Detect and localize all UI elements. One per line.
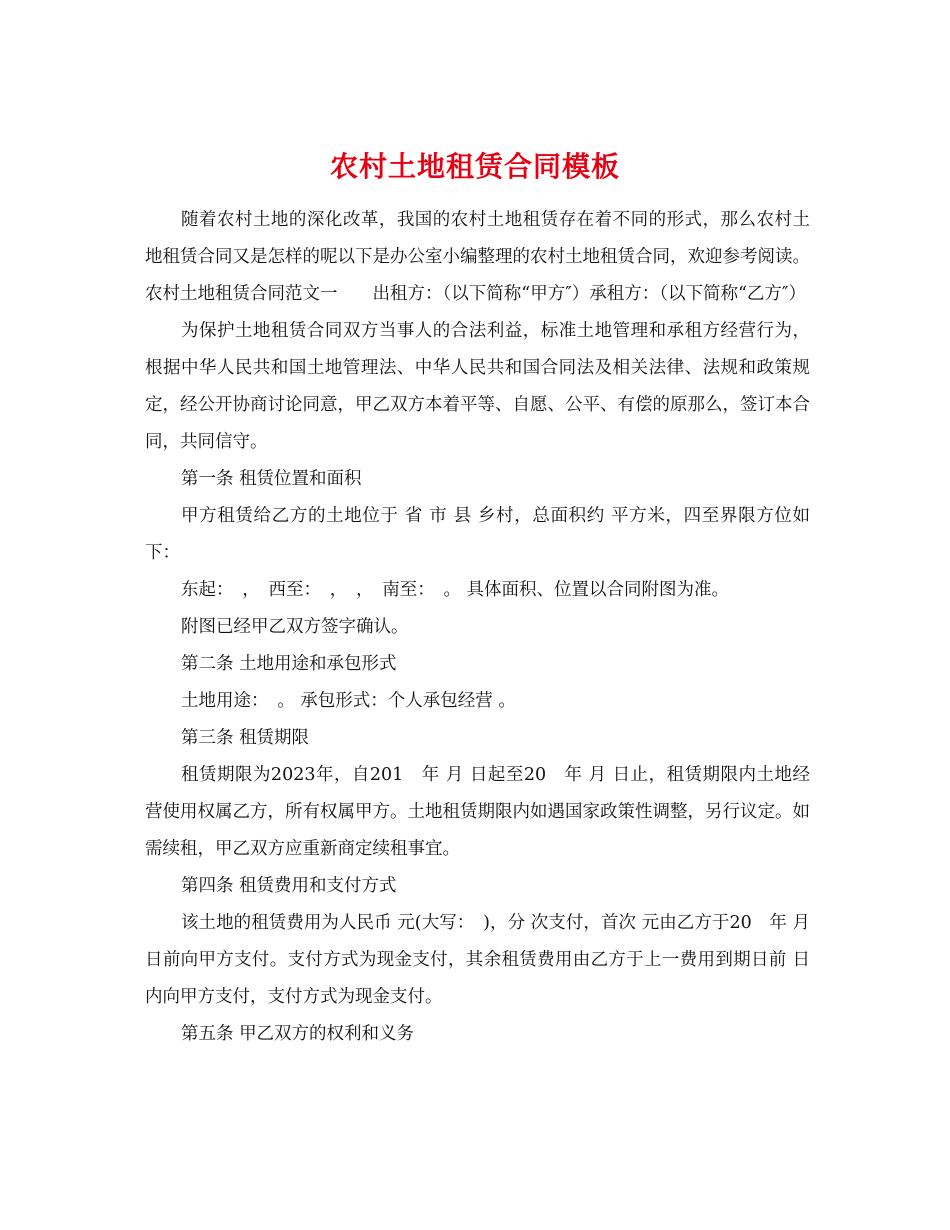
preamble-paragraph: 为保护土地租赁合同双方当事人的合法利益，标准土地管理和承租方经营行为，根据中华人民共和国土地管理法、中华人民共和国合同法及相关法律、法规和政策规定，经公开协商讨论同意，甲乙双方本着平等、自愿、公平、有偿的原那么，签订本合同，共同信守。	[145, 321, 810, 452]
article-2-heading: 第二条 土地用途和承包形式	[181, 654, 397, 674]
article-1-boundaries: 东起： ， 西至： ， ， 南至： 。 具体面积、位置以合同附图为准。	[181, 580, 730, 600]
article-1-attachment: 附图已经甲乙双方签字确认。	[181, 617, 409, 637]
article-2-usage: 土地用途： 。 承包形式：个人承包经营 。	[181, 691, 516, 711]
document-body	[145, 202, 810, 1053]
document-title: 农村土地租赁合同模板	[329, 149, 620, 183]
article-4-payment: 该土地的租赁费用为人民币 元(大写： )，分 次支付，首次 元由乙方于20 年 月 日前向甲方支付。支付方式为现金支付，其余租赁费用由乙方于上一费用到期日前 日内向甲方支付，支付方式为现金支付。	[145, 913, 810, 1007]
article-1-location: 甲方租赁给乙方的土地位于 省 市 县 乡村，总面积约 平方米，四至界限方位如下：	[145, 506, 810, 563]
contract-parties-line: 农村土地租赁合同范文一 出租方：（以下简称“甲方″）承租方：（以下简称“乙方″）	[145, 284, 806, 304]
article-3-heading: 第三条 租赁期限	[181, 728, 310, 748]
article-5-heading: 第五条 甲乙双方的权利和义务	[181, 1024, 415, 1044]
article-3-term: 租赁期限为2023年，自201 年 月 日起至20 年 月 日止，租赁期限内土地经营使用权属乙方，所有权属甲方。土地租赁期限内如遇国家政策性调整，另行议定。如需续租，甲乙双方应重新商定续租事宜。	[145, 765, 810, 859]
article-4-heading: 第四条 租赁费用和支付方式	[181, 876, 397, 896]
intro-paragraph: 随着农村土地的深化改革，我国的农村土地租赁存在着不同的形式，那么农村土地租赁合同又是怎样的呢以下是办公室小编整理的农村土地租赁合同，欢迎参考阅读。	[145, 210, 810, 267]
article-1-heading: 第一条 租赁位置和面积	[181, 469, 362, 489]
